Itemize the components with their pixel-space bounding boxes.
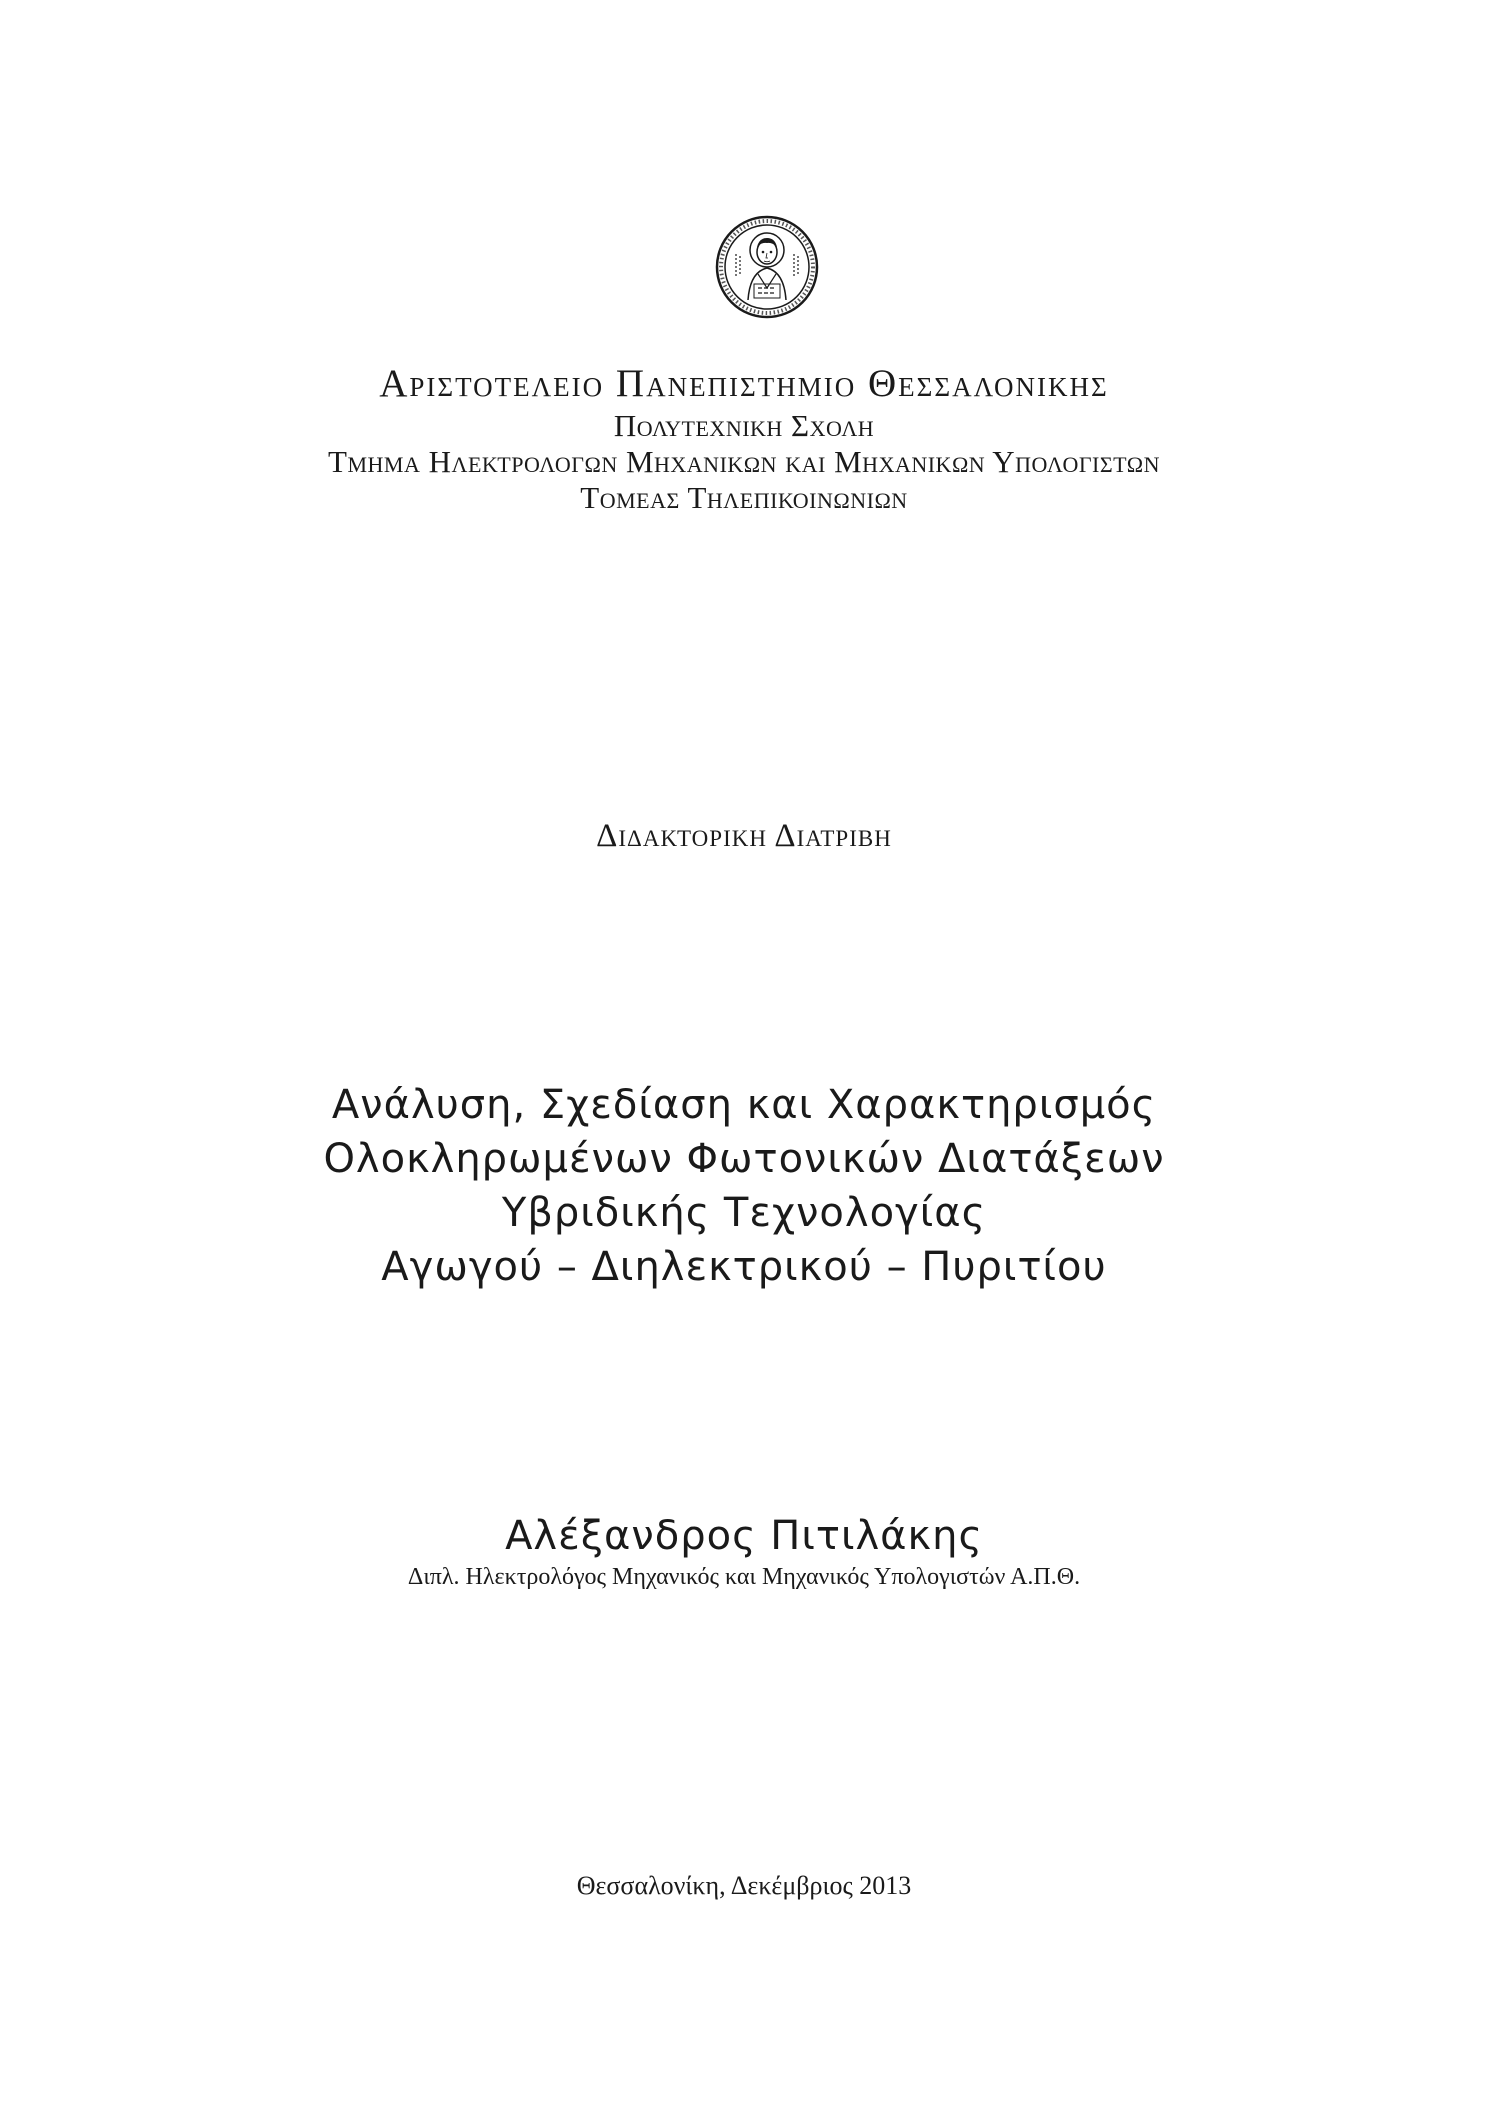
sector-name: Τομεας Τηλεπικοινωνιων (580, 480, 908, 515)
school-name: Πολυτεχνικη Σχολη (613, 408, 875, 443)
institution-header (0, 360, 1488, 516)
author-degree: Διπλ. Ηλεκτρολόγος Μηχανικός και Μηχανικός Υπολογιστών Α.Π.Θ. (407, 1564, 1081, 1590)
author-name: Αλέξανδρος Πιτιλάκης (505, 1513, 983, 1559)
place-date: Θεσσαλονίκη, Δεκέμβριος 2013 (576, 1871, 912, 1900)
university-seal-icon (714, 214, 820, 320)
author-block (0, 1512, 1488, 1592)
title-line: Ολοκληρωμένων Φωτονικών Διατάξεων (323, 1136, 1165, 1182)
title-line: Ανάλυση, Σχεδίαση και Χαρακτηρισμός (331, 1082, 1157, 1128)
department-name: Τμημα Ηλεκτρολογων Μηχανικων και Μηχανικων Υπολογιστων (328, 444, 1160, 479)
document-type: Διδακτορικη Διατριβη (596, 818, 892, 854)
title-line: Αγωγού – Διηλεκτρικού – Πυριτίου (381, 1244, 1107, 1290)
university-name: Αριστοτελειο Πανεπιστημιο Θεσσαλονικης (379, 362, 1109, 405)
title-line: Υβριδικής Τεχνολογίας (501, 1190, 987, 1236)
thesis-title (0, 1078, 1488, 1294)
